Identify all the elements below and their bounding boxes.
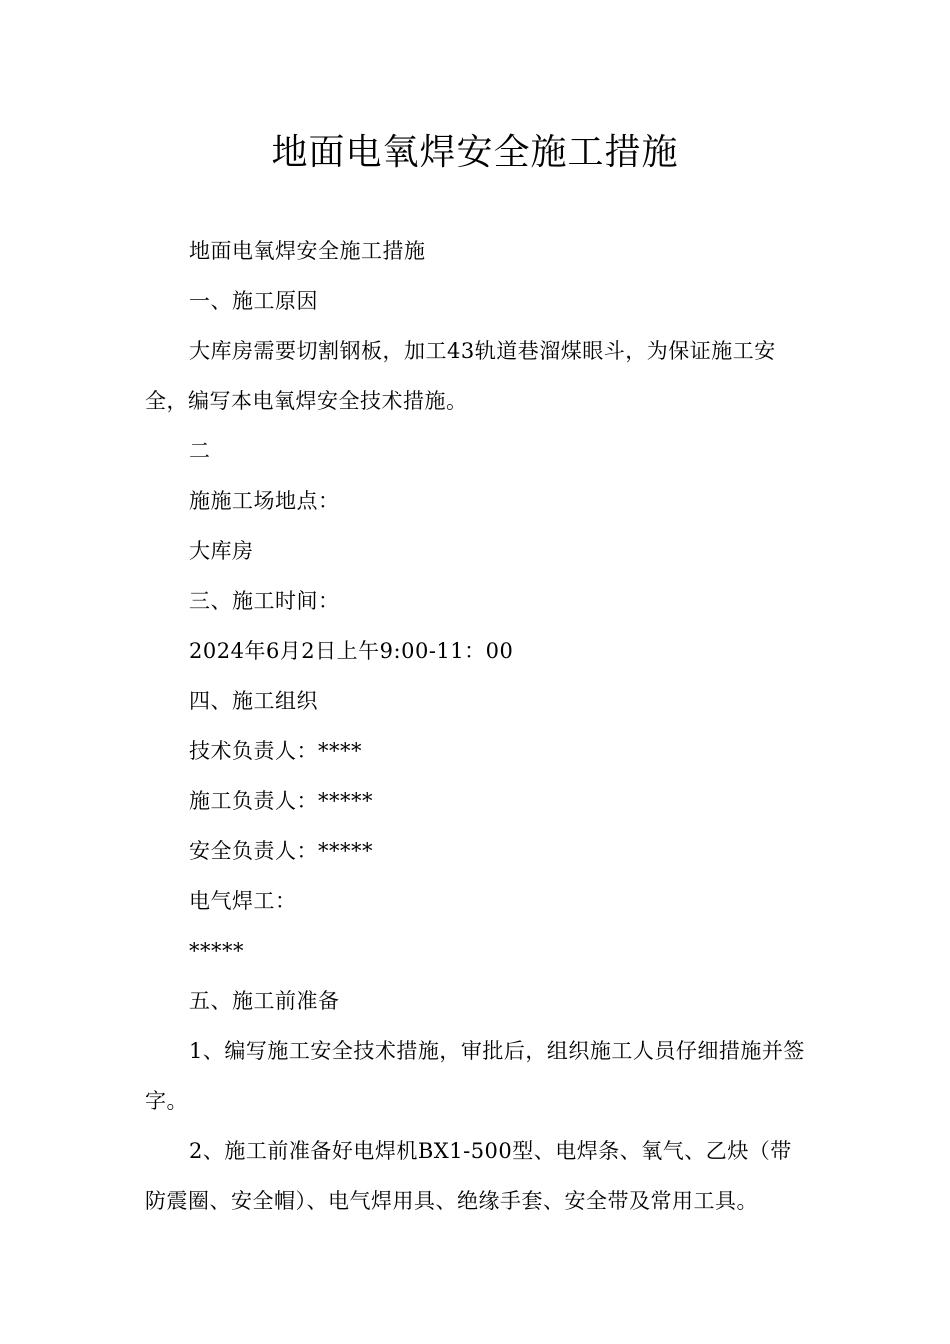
- paragraph-preparation-2: 2、施工前准备好电焊机BX1-500型、电焊条、氧气、乙炔（带防震圈、安全帽）、电气焊用具、绝缘手套、安全带及常用工具。: [145, 1139, 792, 1213]
- section-heading-reason: 一、施工原因: [189, 289, 318, 313]
- section-heading-two: 二: [189, 439, 211, 463]
- paragraph-time-value: 2024年6月2日上午9:00-11：00: [189, 639, 514, 663]
- paragraph-tech-lead: 技术负责人：****: [189, 739, 362, 763]
- paragraph-welder-value: *****: [189, 939, 244, 963]
- paragraph-safety-lead: 安全负责人：*****: [189, 839, 373, 863]
- paragraph-site-label: 施施工场地点：: [189, 489, 340, 513]
- section-heading-time: 三、施工时间：: [189, 589, 340, 613]
- paragraph-construction-lead: 施工负责人：*****: [189, 789, 373, 813]
- paragraph-reason: 大库房需要切割钢板，加工43轨道巷溜煤眼斗，为保证施工安全，编写本电氧焊安全技术措施。: [145, 339, 776, 413]
- paragraph-subtitle: 地面电氧焊安全施工措施: [189, 239, 426, 263]
- paragraph-site-value: 大库房: [189, 539, 254, 563]
- paragraph-welder-label: 电气焊工：: [189, 889, 297, 913]
- section-heading-organization: 四、施工组织: [189, 689, 318, 713]
- document-body: [145, 226, 810, 1226]
- document-title: 地面电氧焊安全施工措施: [271, 132, 679, 173]
- section-heading-preparation: 五、施工前准备: [189, 989, 340, 1013]
- paragraph-preparation-1: 1、编写施工安全技术措施，审批后，组织施工人员仔细措施并签字。: [145, 1039, 805, 1113]
